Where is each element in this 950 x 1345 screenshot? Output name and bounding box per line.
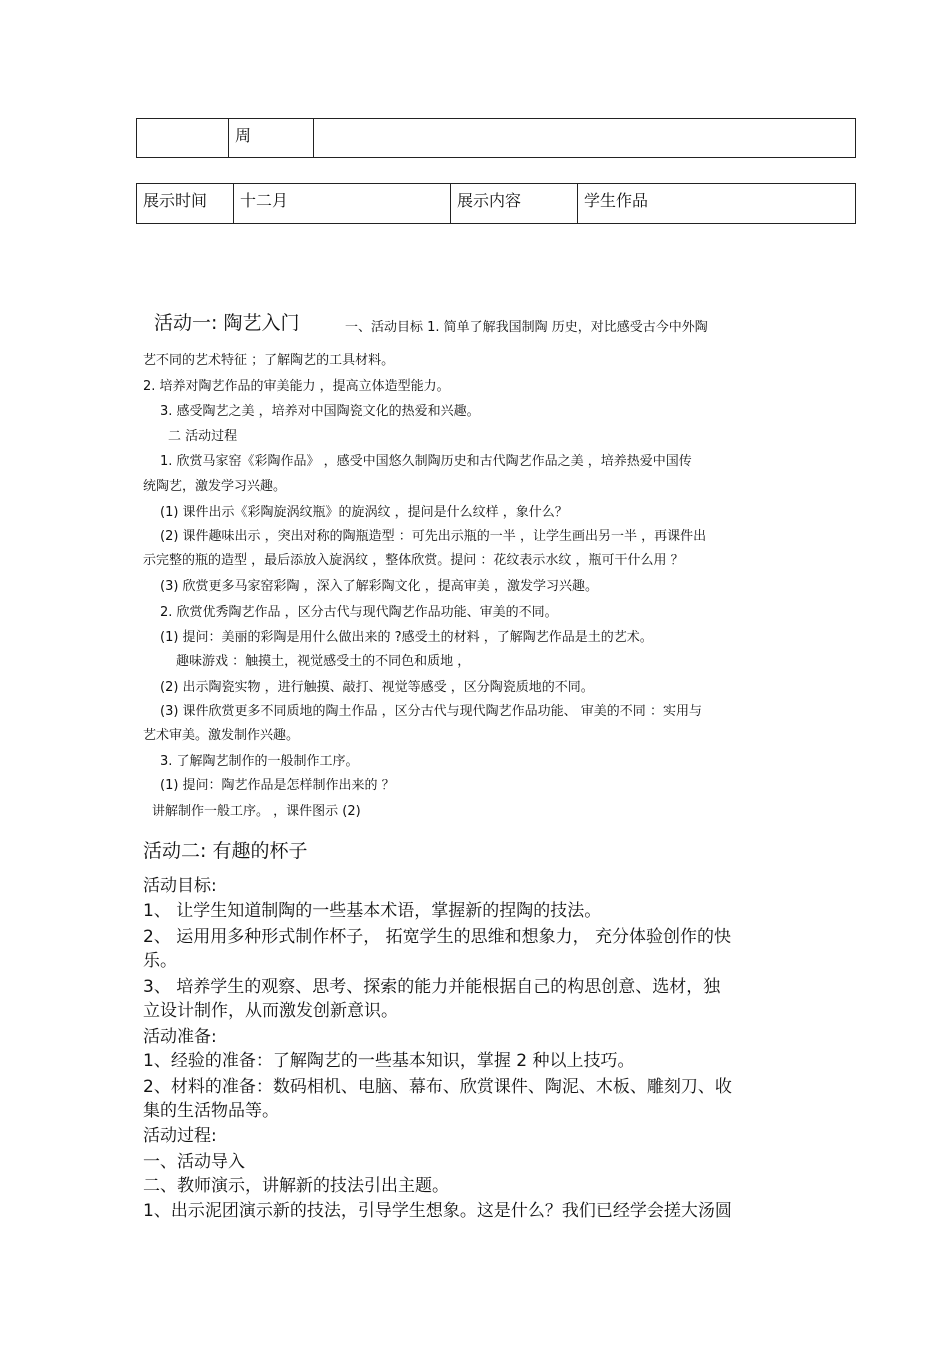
text-line: 乐。 bbox=[143, 951, 177, 971]
text-line: 立设计制作，从而激发创新意识。 bbox=[143, 1001, 398, 1021]
text-line: 活动目标: bbox=[143, 876, 217, 896]
text-line: (2) 课件趣味出示 ，突出对称的陶瓶造型 ：可先出示瓶的一半 ，让学生画出另一半 ，再课件出 bbox=[160, 529, 707, 544]
text-line: 2. 培养对陶艺作品的审美能力 ，提高立体造型能力。 bbox=[143, 379, 450, 394]
text-line: 1、出示泥团演示新的技法，引导学生想象。这是什么？我们已经学会搓大汤圆 bbox=[143, 1201, 732, 1221]
text-line: 艺不同的艺术特征 ；了解陶艺的工具材料。 bbox=[143, 353, 395, 368]
text-line: (1) 课件出示《彩陶旋涡纹瓶》的旋涡纹 ，提问是什么纹样 ，象什么？ bbox=[160, 505, 568, 520]
header-table-week bbox=[136, 118, 856, 158]
text-line: 2. 欣赏优秀陶艺作品 ，区分古代与现代陶艺作品功能、审美的不同。 bbox=[160, 605, 558, 620]
text-line: 3. 了解陶艺制作的一般制作工序。 bbox=[160, 754, 359, 769]
table-cell bbox=[314, 119, 856, 158]
table-cell-label: 展示时间 bbox=[137, 184, 234, 224]
text-line: 3、 培养学生的观察、思考、探索的能力并能根据自己的构思创意、选材，独 bbox=[143, 977, 721, 997]
text-line: (1) 提问：美丽的彩陶是用什么做出来的 ?感受土的材料 ，了解陶艺作品是土的艺术。 bbox=[160, 630, 653, 645]
text-line: 趣味游戏 ：触摸土，视觉感受土的不同色和质地 ， bbox=[176, 654, 471, 669]
table-cell-value: 十二月 bbox=[234, 184, 451, 224]
text-line: 示完整的瓶的造型 ，最后添放入旋涡纹 ，整体欣赏。提问 ：花纹表示水纹 ，瓶可干什么用 ？ bbox=[143, 553, 684, 568]
text-line: 一、活动目标 1. 简单了解我国制陶 历史，对比感受古今中外陶 bbox=[345, 320, 708, 335]
text-line: 讲解制作一般工序。 ，课件图示 (2) bbox=[152, 804, 361, 819]
text-line: (3) 欣赏更多马家窑彩陶 ，深入了解彩陶文化 ，提高审美 ，激发学习兴趣。 bbox=[160, 579, 598, 594]
text-line: (3) 课件欣赏更多不同质地的陶土作品 ，区分古代与现代陶艺作品功能、 审美的不同 ：实用与 bbox=[160, 704, 702, 719]
activity-one-title: 活动一: 陶艺入门 bbox=[154, 312, 300, 334]
table-cell bbox=[137, 119, 229, 158]
text-line: 艺术审美。激发制作兴趣。 bbox=[143, 728, 300, 743]
text-line: 一、活动导入 bbox=[143, 1152, 245, 1172]
activity-two-title: 活动二: 有趣的杯子 bbox=[143, 840, 308, 862]
text-line: 集的生活物品等。 bbox=[143, 1101, 279, 1121]
text-line: 3. 感受陶艺之美 ，培养对中国陶瓷文化的热爱和兴趣。 bbox=[160, 404, 480, 419]
table-cell-label: 展示内容 bbox=[451, 184, 578, 224]
text-line: 1、 让学生知道制陶的一些基本术语，掌握新的捏陶的技法。 bbox=[143, 901, 602, 921]
text-line: 2、材料的准备：数码相机、电脑、幕布、欣赏课件、陶泥、木板、雕刻刀、收 bbox=[143, 1077, 732, 1097]
text-line: 活动过程: bbox=[143, 1126, 217, 1146]
table-cell: 周 bbox=[229, 119, 314, 158]
text-line: 统陶艺，激发学习兴趣。 bbox=[143, 479, 287, 494]
table-cell-value: 学生作品 bbox=[578, 184, 856, 224]
text-line: 二 活动过程 bbox=[168, 429, 238, 444]
text-line: 2、 运用用多种形式制作杯子， 拓宽学生的思维和想象力， 充分体验创作的快 bbox=[143, 927, 732, 947]
text-line: 1、经验的准备：了解陶艺的一些基本知识，掌握 2 种以上技巧。 bbox=[143, 1051, 635, 1071]
text-line: 1. 欣赏马家窑《彩陶作品》 ，感受中国悠久制陶历史和古代陶艺作品之美 ，培养热爱中国传 bbox=[160, 454, 692, 469]
text-line: (1) 提问：陶艺作品是怎样制作出来的 ？ bbox=[160, 778, 395, 793]
display-info-table bbox=[136, 183, 856, 224]
text-line: (2) 出示陶瓷实物 ，进行触摸、敲打、视觉等感受 ，区分陶瓷质地的不同。 bbox=[160, 680, 594, 695]
text-line: 活动准备: bbox=[143, 1027, 217, 1047]
text-line: 二、教师演示，讲解新的技法引出主题。 bbox=[143, 1176, 449, 1196]
